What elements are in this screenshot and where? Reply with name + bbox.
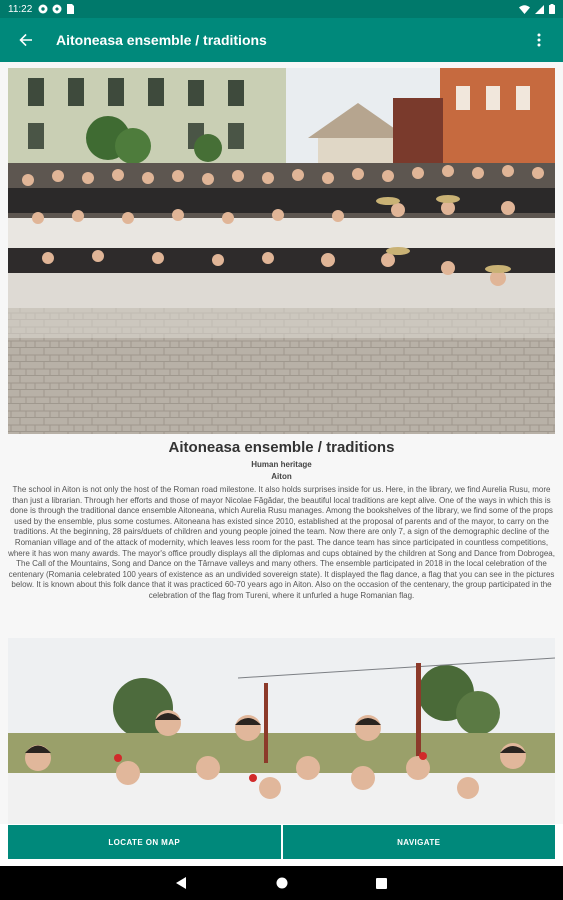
- app-title: Aitoneasa ensemble / traditions: [56, 32, 267, 48]
- wifi-icon: [519, 5, 530, 14]
- system-back-button[interactable]: [172, 873, 192, 893]
- overflow-menu-button[interactable]: [525, 24, 553, 56]
- shield-icon: [52, 4, 62, 14]
- poi-description: The school in Aiton is not only the host of the Roman road milestone. It also holds surprises inside for us. Here, in the library, we find Aurelia Rusu, more than just a librarian. Through her efforts and those of mayor Nicolae Făgădar, the beautiful local traditions are kept alive. One of the ways in which this is done is through the traditional dance ensemble Aitoneana, which Aurelia Rusu manages. Among the bookshelves of the library, we find some of the props used by the ensemble, plus some costumes. Aitoneana has existed since 2010, established at the proposal of parents and of the mayor, to carry on the traditions. At the beginning, 28 pairs/duets of children and young people joined the team. Now there are only 7, a sign of the demographic decline of the Romanian village and of the attack of modernity, which leaves less room for the past. The dance team has since participated in countless competitions, where it has won many awards. The mayor's office proudly displays all the diplomas and cups obtained by the children at Song and Dance from Dobrogea, The Call of the Mountains, Song and Dance on the Târnave valleys and many others. The ensemble participated in 2018 in the local celebration of the centenary (Romania celebrated 100 years of existence as an undivided sovereign state). It displayed the flag dance, a flag that you can see in the pictures below. It is known about this folk dance that it was practiced 60-70 years ago in Aiton. Also on the occasion of the centenary, the group participated in the celebration of the flag from Tureni, where it unfurled a huge Romanian flag.: [8, 485, 555, 600]
- locate-on-map-button[interactable]: LOCATE ON MAP: [8, 825, 281, 859]
- battery-icon: [549, 4, 555, 14]
- back-button[interactable]: [10, 24, 42, 56]
- system-recents-button[interactable]: [372, 873, 392, 893]
- action-buttons: [0, 824, 563, 864]
- recents-square-icon: [376, 878, 387, 889]
- status-icons-left: [38, 4, 75, 14]
- settings-icon: [38, 4, 48, 14]
- sim-icon: [66, 4, 75, 14]
- status-icons-right: [519, 4, 555, 14]
- poi-category: Human heritage: [251, 460, 312, 469]
- status-bar: [0, 0, 563, 18]
- arrow-back-icon: [19, 33, 33, 47]
- ensemble-photo-bottom: [8, 638, 555, 824]
- navigate-button[interactable]: NAVIGATE: [283, 825, 556, 859]
- system-navigation-bar: [0, 866, 563, 900]
- app-bar: [0, 18, 563, 62]
- ensemble-photo-top: [8, 68, 555, 434]
- back-triangle-icon: [176, 877, 187, 889]
- content-scroll[interactable]: [0, 62, 563, 824]
- signal-icon: [535, 5, 544, 14]
- poi-location: Aiton: [271, 472, 292, 481]
- home-circle-icon: [276, 877, 288, 889]
- status-time: 11:22: [8, 3, 33, 15]
- more-vert-icon: [537, 33, 541, 47]
- poi-title: Aitoneasa ensemble / traditions: [168, 439, 395, 456]
- system-home-button[interactable]: [272, 873, 292, 893]
